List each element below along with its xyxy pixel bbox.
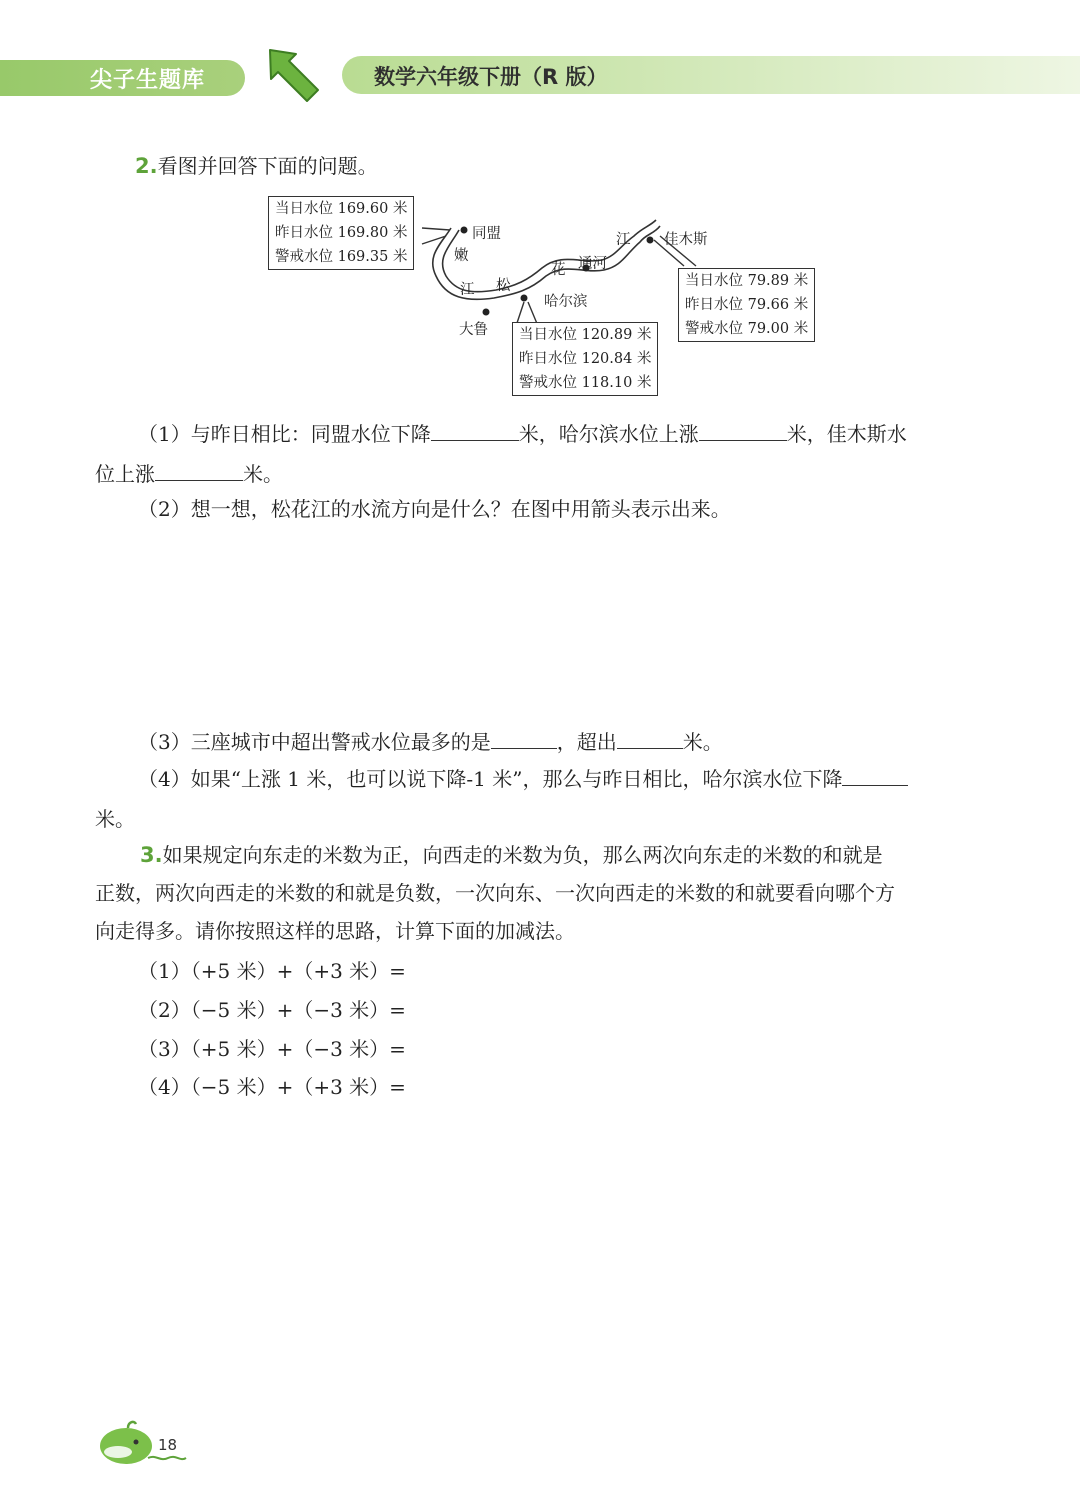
jiamusi-today: 当日水位 79.89 米 (685, 273, 809, 289)
q2-sub1-line2: 位上涨 米。 (95, 462, 283, 486)
label-jiamusi: 佳木斯 (664, 232, 708, 248)
answer-blank-harbin[interactable] (699, 420, 787, 441)
tongmeng-warning: 警戒水位 169.35 米 (275, 249, 408, 265)
q3-item-2: （2）（−5 米）+（−3 米）= (138, 998, 406, 1022)
label-tongmeng: 同盟 (472, 226, 501, 242)
q2-sub3: （3）三座城市中超出警戒水位最多的是 ，超出 米。 (138, 730, 723, 754)
tongmeng-yesterday: 昨日水位 169.80 米 (275, 225, 408, 241)
q3-line2: 正数，两次向西走的米数的和就是负数，一次向东、一次向西走的米数的和就要看向哪个方 (95, 881, 895, 905)
harbin-warning: 警戒水位 118.10 米 (519, 375, 652, 391)
harbin-yesterday: 昨日水位 120.84 米 (519, 351, 652, 367)
q2-title: 看图并回答下面的问题。 (157, 154, 378, 178)
q2-sub2: （2）想一想，松花江的水流方向是什么？在图中用箭头表示出来。 (138, 497, 731, 521)
harbin-water-box (512, 322, 658, 396)
answer-blank-city[interactable] (491, 728, 557, 749)
songhua-river-map (266, 194, 826, 399)
jiamusi-water-box (678, 268, 815, 342)
label-jiang-1: 江 (460, 282, 475, 298)
q2-sub4-line1: （4）如果“上涨 1 米，也可以说下降-1 米”，那么与昨日相比，哈尔滨水位下降 (138, 765, 908, 792)
answer-blank-exceed[interactable] (617, 728, 683, 749)
harbin-dot (521, 295, 528, 302)
label-song: 松 (496, 278, 511, 294)
page-number: 18 (158, 1436, 178, 1454)
label-nen: 嫩 (454, 248, 469, 264)
label-dalu: 大鲁 (459, 322, 488, 338)
q3-line3: 向走得多。请你按照这样的思路，计算下面的加减法。 (95, 919, 575, 943)
jiamusi-warning: 警戒水位 79.00 米 (685, 321, 809, 337)
series-title: 尖子生题库 (90, 68, 206, 93)
q2-number: 2. (135, 154, 158, 178)
q2-heading (135, 153, 378, 179)
answer-blank-jiamusi[interactable] (155, 460, 243, 481)
back-arrow-icon (262, 46, 322, 106)
q3-item-1: （1）（+5 米）+（+3 米）= (138, 959, 406, 983)
jiamusi-yesterday: 昨日水位 79.66 米 (685, 297, 809, 313)
q3-item-4: （4）（−5 米）+（+3 米）= (138, 1075, 406, 1099)
series-banner (0, 60, 245, 96)
book-banner (342, 56, 1080, 94)
tongmeng-dot (461, 227, 468, 234)
q2-sub4-line2: 米。 (95, 807, 135, 831)
tongmeng-today: 当日水位 169.60 米 (275, 201, 408, 217)
jiamusi-dot (647, 237, 654, 244)
answer-blank-harbin-drop[interactable] (842, 765, 908, 786)
answer-blank-tongmeng[interactable] (431, 420, 519, 441)
q2-sub1-line1: （1）与昨日相比：同盟水位下降 米，哈尔滨水位上涨 米，佳木斯水 (138, 422, 907, 446)
label-jiang-2: 江 (616, 232, 631, 248)
label-tonghe: 通河 (578, 256, 607, 272)
dalu-dot (483, 309, 490, 316)
label-harbin: 哈尔滨 (544, 294, 588, 310)
tongmeng-water-box (268, 196, 414, 270)
q3-number: 3. (140, 843, 163, 867)
book-title: 数学六年级下册（R 版） (374, 65, 608, 89)
q3-line1: 3.如果规定向东走的米数为正，向西走的米数为负，那么两次向东走的米数的和就是 (140, 843, 883, 867)
harbin-today: 当日水位 120.89 米 (519, 327, 652, 343)
label-hua: 花 (551, 262, 566, 278)
q3-item-3: （3）（+5 米）+（−3 米）= (138, 1037, 406, 1061)
